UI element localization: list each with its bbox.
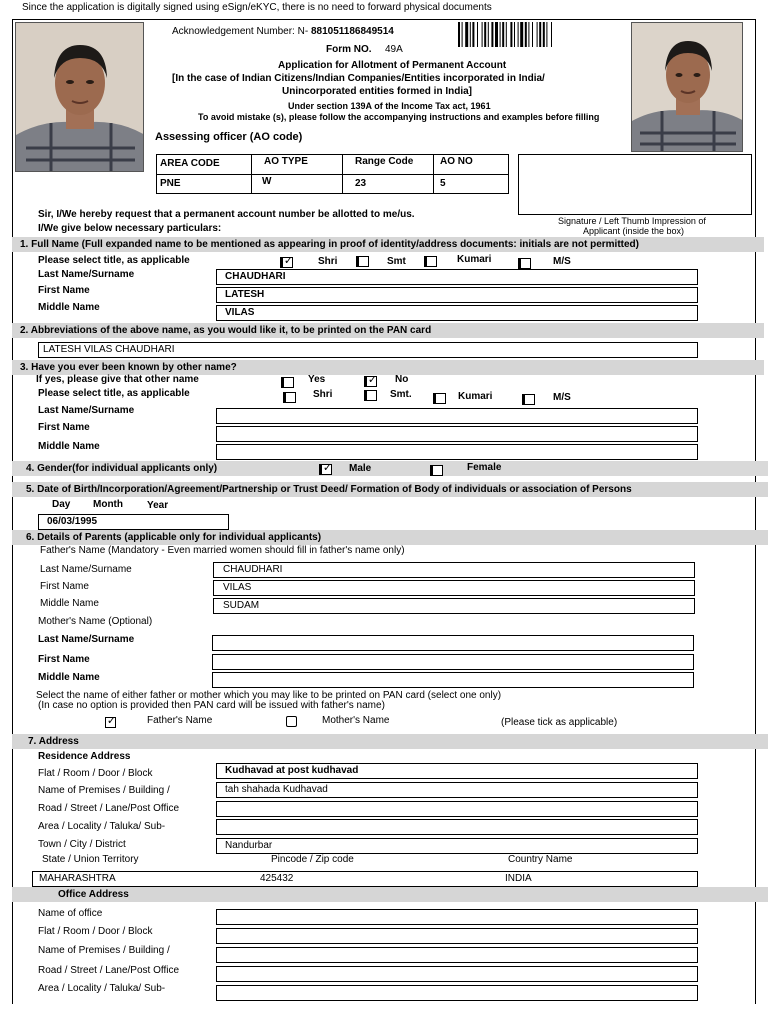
s4-female-label: Female <box>467 462 502 473</box>
s1-kumari-label: Kumari <box>457 254 492 265</box>
s7-road-label: Road / Street / Lane/Post Office <box>38 803 180 814</box>
s6-middle-label: Middle Name <box>40 598 99 609</box>
s5-day-label: Day <box>52 499 71 510</box>
barcode-bar <box>462 22 463 47</box>
s4-male-label: Male <box>349 463 372 474</box>
barcode-bar <box>528 22 529 47</box>
s7-office-heading: Office Address <box>12 887 768 902</box>
s6-mother-checkbox[interactable] <box>286 716 297 727</box>
barcode-bar <box>482 22 483 47</box>
s6-father-first-field[interactable]: VILAS <box>213 580 695 596</box>
s1-first-label: First Name <box>38 285 90 296</box>
s6-father-checkbox[interactable] <box>105 717 116 728</box>
s1-ms-checkbox[interactable] <box>520 258 531 269</box>
barcode-bar <box>537 22 538 47</box>
s7-office-flat-field[interactable] <box>216 928 698 944</box>
barcode-bar <box>539 22 541 47</box>
s3-last-label: Last Name/Surname <box>38 405 135 416</box>
s6-last-label: Last Name/Surname <box>40 564 132 575</box>
s1-kumari-checkbox[interactable] <box>426 256 437 267</box>
s1-middle-name-field[interactable]: VILAS <box>216 305 698 321</box>
s1-middle-label: Middle Name <box>38 302 100 313</box>
barcode-bar <box>477 22 478 47</box>
s6-mother-last-field[interactable] <box>212 635 694 651</box>
s1-last-label: Last Name/Surname <box>38 269 135 280</box>
section-5-heading: 5. Date of Birth/Incorporation/Agreement/Partnership or Trust Deed/ Formation of Body of individuals or association of Persons <box>12 482 768 497</box>
s1-first-name-field[interactable]: LATESH <box>216 287 698 303</box>
section-line: Under section 139A of the Income Tax act, 1961 <box>288 101 491 111</box>
s4-female-checkbox[interactable] <box>432 465 443 476</box>
barcode-bar <box>551 22 552 47</box>
s7-premises-label: Name of Premises / Building / <box>38 785 170 796</box>
ao-header-ao-no: AO NO <box>440 156 473 167</box>
s3-first-label: First Name <box>38 422 90 433</box>
barcode-bar <box>543 22 545 47</box>
s1-smt-checkbox[interactable] <box>358 256 369 267</box>
s1-title-label: Please select title, as applicable <box>38 255 190 266</box>
s5-dob-field[interactable]: 06/03/1995 <box>38 514 229 530</box>
checkmark-icon: ✓ <box>283 255 294 267</box>
s6-father-middle-field[interactable]: SUDAM <box>213 598 695 614</box>
barcode-bar <box>520 22 523 47</box>
barcode-bar <box>514 22 515 47</box>
ao-header-ao-type: AO TYPE <box>264 156 308 167</box>
applicant-photo-left <box>15 22 144 172</box>
signature-caption-2: Applicant (inside the box) <box>583 226 685 236</box>
barcode-bar <box>502 22 504 47</box>
s3-ms-label: M/S <box>553 392 571 403</box>
s3-smt-label: Smt. <box>390 389 412 400</box>
s7-residence-label: Residence Address <box>38 751 131 762</box>
form-no: 49A <box>385 44 403 55</box>
s3-shri-label: Shri <box>313 389 333 400</box>
barcode-bar <box>500 22 501 47</box>
signature-caption-1: Signature / Left Thumb Impression of <box>558 216 706 226</box>
s1-smt-label: Smt <box>387 256 406 267</box>
applicant-photo-right <box>631 22 743 152</box>
s3-kumari-checkbox[interactable] <box>435 393 446 404</box>
s6-mothers-name-label: Mother's Name <box>322 715 390 726</box>
checkmark-icon: ✓ <box>322 462 333 474</box>
s6-first-label: First Name <box>40 581 89 592</box>
form-no-label: Form NO. <box>326 44 372 55</box>
s6-m-last-label: Last Name/Surname <box>38 634 135 645</box>
checkmark-icon: ✓ <box>106 715 117 727</box>
s3-kumari-label: Kumari <box>458 391 493 402</box>
ao-header-area-code: AREA CODE <box>160 158 220 169</box>
s6-mother-note: Mother's Name (Optional) <box>38 616 153 627</box>
s6-fathers-name-label: Father's Name <box>147 715 213 726</box>
form-title: Application for Allotment of Permanent Account <box>278 60 507 71</box>
s7-country-label: Country Name <box>508 854 573 865</box>
s5-month-label: Month <box>93 499 123 510</box>
s3-last-name-field[interactable] <box>216 408 698 424</box>
s7-area-label: Area / Locality / Taluka/ Sub- <box>38 821 166 832</box>
s1-ms-label: M/S <box>553 256 571 267</box>
ack-number: 881051186849514 <box>310 26 394 37</box>
s3-first-name-field[interactable] <box>216 426 698 442</box>
ao-type: W <box>262 176 272 187</box>
instruction-line: To avoid mistake (s), please follow the accompanying instructions and examples before filling <box>198 112 600 122</box>
s2-abbreviation-field[interactable]: LATESH VILAS CHAUDHARI <box>38 342 698 358</box>
barcode-bar <box>465 22 468 47</box>
s5-year-label: Year <box>147 500 169 511</box>
s1-shri-checkbox[interactable] <box>282 257 293 268</box>
s3-no-label: No <box>395 374 409 385</box>
s7-office-area-label: Area / Locality / Taluka/ Sub- <box>38 983 166 994</box>
s6-select-line-1: Select the name of either father or mother which you may like to be printed on PAN card (select one only) <box>36 690 502 701</box>
s7-office-name-field[interactable] <box>216 909 698 925</box>
barcode-bar <box>546 22 547 47</box>
s7-road-field[interactable] <box>216 801 698 817</box>
s7-state-label: State / Union Territory <box>42 854 139 865</box>
barcode-bar <box>470 22 471 47</box>
s7-state-value[interactable]: MAHARASHTRA <box>39 873 116 884</box>
s3-ifyes-label: If yes, please give that other name <box>36 374 199 385</box>
barcode-bar <box>518 22 519 47</box>
barcode-bar <box>495 22 498 47</box>
s7-town-field[interactable]: Nandurbar <box>216 838 698 854</box>
s3-middle-name-field[interactable] <box>216 444 698 460</box>
s6-father-last-field[interactable]: CHAUDHARI <box>213 562 695 578</box>
s7-flat-label: Flat / Room / Door / Block <box>38 768 153 779</box>
section-3-heading: 3. Have you ever been known by other name? <box>12 360 764 375</box>
s3-middle-label: Middle Name <box>38 441 100 452</box>
s3-yes-checkbox[interactable] <box>283 377 294 388</box>
section-4-heading: 4. Gender(for individual applicants only) <box>12 461 768 476</box>
intro-line-2: I/We give below necessary particulars: <box>38 223 222 234</box>
s6-mother-first-field[interactable] <box>212 654 694 670</box>
s6-m-middle-label: Middle Name <box>38 672 100 683</box>
s7-country-value[interactable]: INDIA <box>505 873 532 884</box>
section-2-heading: 2. Abbreviations of the above name, as you would like it, to be printed on the PAN card <box>12 323 764 338</box>
barcode-bar <box>458 22 460 47</box>
barcode-bar <box>506 22 507 47</box>
barcode-bar <box>532 22 533 47</box>
s3-ms-checkbox[interactable] <box>524 394 535 405</box>
s7-premises-field[interactable]: tah shahada Kudhavad <box>216 782 698 798</box>
ao-no: 5 <box>440 178 446 189</box>
s1-shri-label: Shri <box>318 256 338 267</box>
barcode-bar <box>525 22 527 47</box>
s7-state-pin-country-row <box>32 871 698 887</box>
s7-pincode-value[interactable]: 425432 <box>260 873 294 884</box>
checkmark-icon: ✓ <box>367 374 378 386</box>
section-7-heading: 7. Address <box>12 734 768 749</box>
s6-mother-middle-field[interactable] <box>212 672 694 688</box>
s7-pincode-label: Pincode / Zip code <box>271 854 354 865</box>
s6-m-first-label: First Name <box>38 654 90 665</box>
s7-town-label: Town / City / District <box>38 839 126 850</box>
section-6-heading: 6. Details of Parents (applicable only for individual applicants) <box>12 530 768 545</box>
form-subtitle-1: [In the case of Indian Citizens/Indian Companies/Entities incorporated in India/ <box>172 73 545 84</box>
s6-father-note: Father's Name (Mandatory - Even married women should fill in father's name only) <box>40 545 405 556</box>
s6-select-line-2: (In case no option is provided then PAN card will be issued with father's name) <box>38 700 385 711</box>
s7-office-road-label: Road / Street / Lane/Post Office <box>38 965 180 976</box>
s3-yes-label: Yes <box>308 374 326 385</box>
signature-box[interactable] <box>518 154 752 215</box>
ao-area-code: PNE <box>160 178 181 189</box>
barcode-bar <box>488 22 489 47</box>
s3-title-label: Please select title, as applicable <box>38 388 190 399</box>
intro-line-1: Sir, I/We hereby request that a permanent account number be allotted to me/us. <box>38 209 415 220</box>
barcode-bar <box>484 22 486 47</box>
s7-office-flat-label: Flat / Room / Door / Block <box>38 926 153 937</box>
s6-tick-note: (Please tick as applicable) <box>501 717 618 728</box>
s1-last-name-field[interactable]: CHAUDHARI <box>216 269 698 285</box>
barcode <box>458 22 616 47</box>
esign-banner: Since the application is digitally signed using eSign/eKYC, there is no need to forward physical documents <box>22 2 492 13</box>
s3-smt-checkbox[interactable] <box>366 390 377 401</box>
s7-office-road-field[interactable] <box>216 966 698 982</box>
form-subtitle-2: Unincorporated entities formed in India] <box>282 86 473 97</box>
s7-office-area-field[interactable] <box>216 985 698 1001</box>
s7-office-premises-field[interactable] <box>216 947 698 963</box>
barcode-bar <box>510 22 512 47</box>
s7-office-name-label: Name of office <box>38 908 103 919</box>
barcode-bar <box>472 22 474 47</box>
ao-table <box>156 154 509 194</box>
ao-range-code: 23 <box>355 178 367 189</box>
section-1-heading: 1. Full Name (Full expanded name to be mentioned as appearing in proof of identity/address documents: initials are not permitted) <box>12 237 764 252</box>
s7-flat-field[interactable]: Kudhavad at post kudhavad <box>216 763 698 779</box>
ack-label: Acknowledgement Number: N- <box>172 26 309 37</box>
s7-office-premises-label: Name of Premises / Building / <box>38 945 170 956</box>
s3-shri-checkbox[interactable] <box>285 392 296 403</box>
s3-no-checkbox[interactable] <box>366 376 377 387</box>
ao-header-range-code: Range Code <box>355 156 414 167</box>
s7-area-field[interactable] <box>216 819 698 835</box>
ao-heading: Assessing officer (AO code) <box>155 131 303 143</box>
barcode-bar <box>491 22 493 47</box>
s4-male-checkbox[interactable] <box>321 464 332 475</box>
